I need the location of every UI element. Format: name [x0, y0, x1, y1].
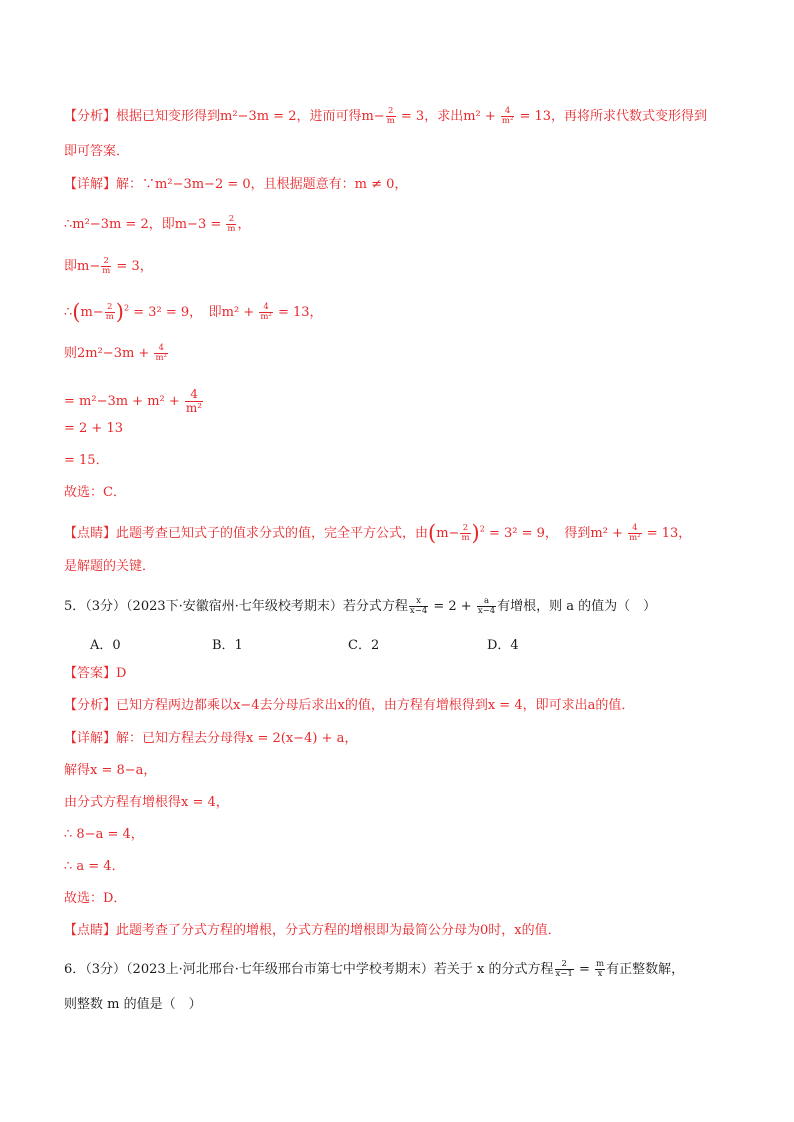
detail-line-6: = m²−3m + m² + $\frac{4}{\text{m²}}$ — [64, 387, 203, 415]
q5-comment: 【点睛】此题考查了分式方程的增根，分式方程的增根即为最简公分母为0时，x的值． — [64, 923, 561, 938]
detail-line-4: ∴(m− $\frac{2}{m}$ )$^2$ = 3² = 9， 即m² + $\frac{4}{\text{m²}}$ = 13， — [64, 300, 323, 324]
q5-detail-5: ∴ a = 4． — [64, 859, 125, 874]
analysis-tag: 【分析】 — [64, 109, 117, 124]
fraction: $\frac{m}{x}$ — [596, 959, 605, 979]
question-5-stem: 5．（3分）（2023下·安徽宿州·七年级校考期末）若分式方程 $\frac{x}{x-4}$ = 2 + $\frac{a}{x-4}$ 有增根，则 a 的值为（ ） — [64, 596, 657, 616]
analysis-continuation: 即可答案． — [64, 144, 130, 159]
fraction: $\frac{2}{m}$ — [102, 256, 111, 276]
analysis-tag: 【分析】 — [64, 698, 117, 713]
question-6-continuation: 则整数 m 的值是（ ） — [64, 997, 202, 1012]
comment-line: 【点睛】此题考查已知式子的值求分式的值，完全平方公式，由(m− $\frac{2}{m}$ )$^2$ = 3² = 9， 得到m² + $\frac{4}{\text{m²}}$ = 13， — [64, 521, 692, 545]
q5-detail-4: ∴ 8−a = 4， — [64, 827, 144, 842]
fraction: $\frac{2}{m}$ — [461, 523, 470, 543]
fraction: $\frac{4}{\text{m²}}$ — [629, 523, 641, 543]
analysis-line — [64, 107, 707, 126]
detail-line-2: ∴m²−3m = 2，即m−3 = $\frac{2}{m}$ ， — [64, 214, 251, 234]
question-6-stem: 6．（3分）（2023上·河北邢台·七年级邢台市第七中学校考期末）若关于 x 的分式方程 $\frac{2}{x-1}$ = $\frac{m}{x}$ 有正整数解， — [64, 959, 685, 979]
option-c: C．2 — [348, 638, 380, 653]
detail-line-8: = 15． — [64, 453, 109, 468]
detail-tag: 【详解】 — [64, 731, 117, 746]
fraction: $\frac{a}{x-4}$ — [477, 596, 496, 616]
q5-detail-3: 由分式方程有增根得x = 4， — [64, 795, 229, 810]
fraction: $\frac{2}{m}$ — [105, 302, 114, 322]
comment-tag: 【点睛】 — [64, 923, 117, 938]
q5-analysis: 【分析】已知方程两边都乘以x−4去分母后求出x的值，由方程有增根得到x = 4，即可求出a的值． — [64, 698, 635, 713]
fraction: $\frac{2}{m}$ — [227, 214, 236, 234]
fraction: $\frac{4}{\text{m²}}$ — [155, 343, 167, 363]
analysis-text-3: = 13，再将所求代数式变形得到 — [515, 109, 708, 124]
detail-line-7: = 2 + 13 — [64, 421, 123, 436]
q5-detail-1: 【详解】解：已知方程去分母得x = 2(x−4) + a， — [64, 731, 358, 746]
answer-line: 【答案】D — [64, 666, 127, 681]
fraction: $\frac{x}{x-4}$ — [409, 596, 428, 616]
fraction: $\frac{2}{m}$ — [386, 106, 395, 126]
detail-line-9: 故选：C． — [64, 485, 126, 500]
fraction: $\frac{4}{\text{m²}}$ — [260, 302, 272, 322]
fraction: $\frac{2}{x-1}$ — [555, 959, 573, 979]
analysis-text-1: 根据已知变形得到m²−3m = 2，进而可得m− — [116, 109, 385, 124]
analysis-text-2: = 3，求出m² + — [396, 109, 500, 124]
q5-detail-2: 解得x = 8−a， — [64, 763, 157, 778]
detail-line-5: 则2m²−3m + $\frac{4}{\text{m²}}$ — [64, 343, 167, 363]
fraction: $\frac{4}{\text{m²}}$ — [185, 387, 203, 415]
comment-tag: 【点睛】 — [64, 526, 117, 541]
option-b: B．1 — [212, 638, 243, 653]
detail-tag: 【详解】 — [64, 177, 117, 192]
detail-line-3: 即m− $\frac{2}{m}$ = 3， — [64, 256, 153, 276]
option-a: A．0 — [90, 638, 121, 653]
fraction: $\frac{4}{\text{m²}}$ — [501, 106, 514, 126]
option-d: D．4 — [487, 638, 519, 653]
detail-line-1: 【详解】解：∵m²−3m−2 = 0，且根据题意有：m ≠ 0， — [64, 177, 408, 192]
comment-continuation: 是解题的关键． — [64, 559, 156, 574]
q5-detail-6: 故选：D． — [64, 891, 127, 906]
